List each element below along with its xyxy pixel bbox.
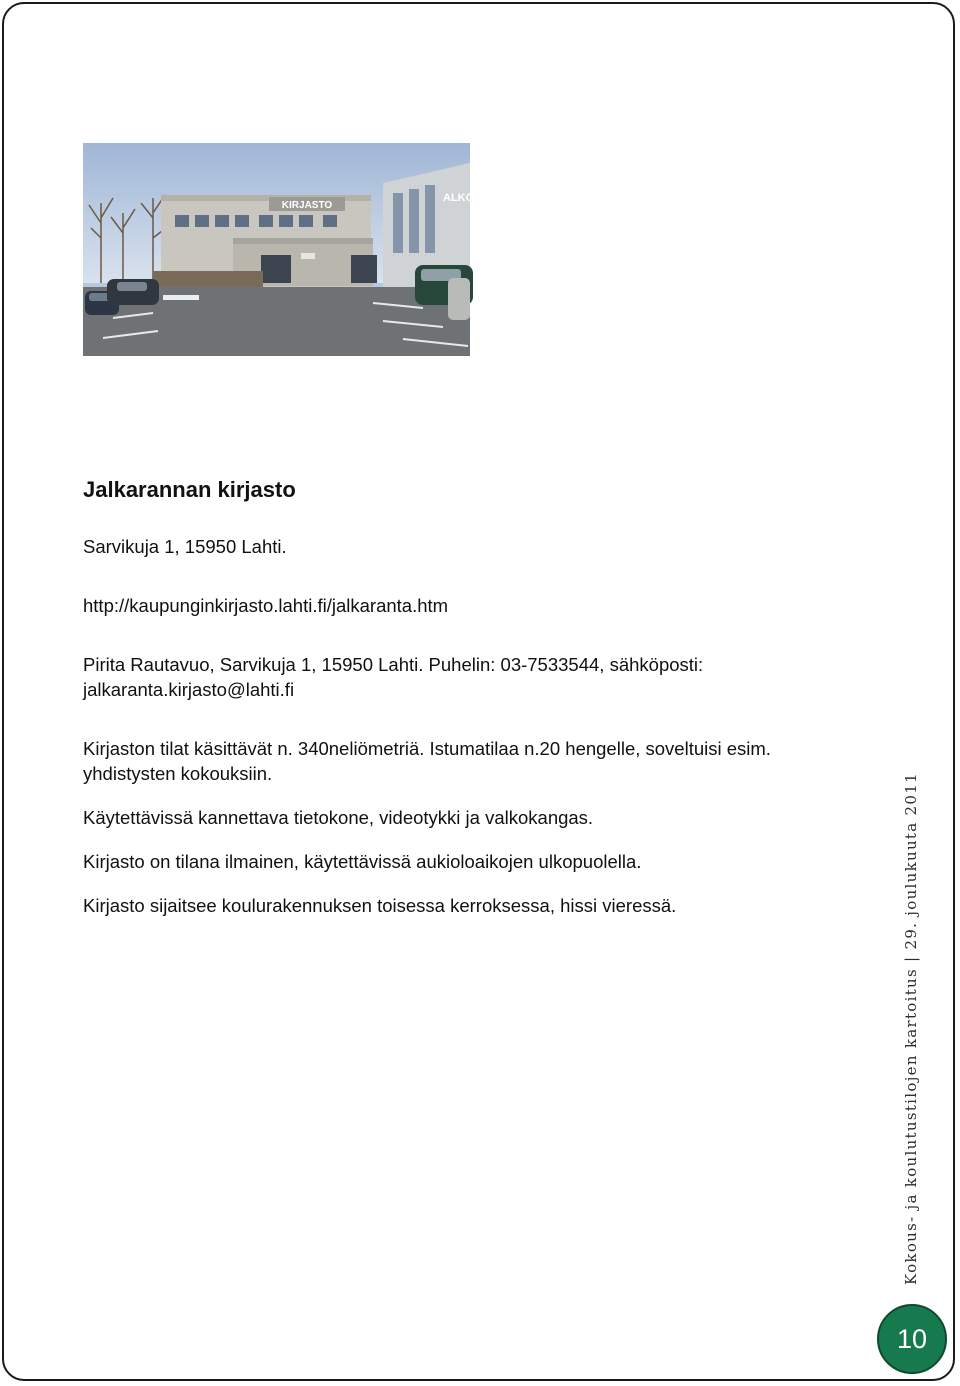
kirjasto-sign: KIRJASTO <box>281 200 333 211</box>
page-number: 10 <box>896 1323 928 1354</box>
facilities-text-line1: Kirjaston tilat käsittävät n. 340neliömetriä. Istumatilaa n.20 hengelle, soveltuisi esim. <box>83 738 771 759</box>
equipment-text: Käytettävissä kannettava tietokone, videotykki ja valkokangas. <box>83 807 594 828</box>
document-body <box>83 472 883 918</box>
page-number-badge <box>877 1304 947 1374</box>
page-title: Jalkarannan kirjasto <box>83 477 296 502</box>
contact-email-link[interactable]: jalkaranta.kirjasto@lahti.fi <box>83 679 295 700</box>
side-footer-text: Kokous- ja koulutustilojen kartoitus | 29. joulukuuta 2011 <box>902 772 920 1285</box>
facilities-text-line2: yhdistysten kokouksiin. <box>83 763 273 784</box>
contact-text-line1: Pirita Rautavuo, Sarvikuja 1, 15950 Lahti. Puhelin: 03-7533544, sähköposti: <box>83 654 704 675</box>
address-text: Sarvikuja 1, 15950 Lahti. <box>83 536 287 557</box>
alko-sign: ALKO <box>443 192 475 204</box>
library-building-photo <box>83 143 475 356</box>
library-url-link[interactable]: http://kaupunginkirjasto.lahti.fi/jalkaranta.htm <box>83 595 449 616</box>
cost-text: Kirjasto on tilana ilmainen, käytettävissä aukioloaikojen ulkopuolella. <box>83 851 642 872</box>
location-text: Kirjasto sijaitsee koulurakennuksen toisessa kerroksessa, hissi vieressä. <box>83 895 677 916</box>
